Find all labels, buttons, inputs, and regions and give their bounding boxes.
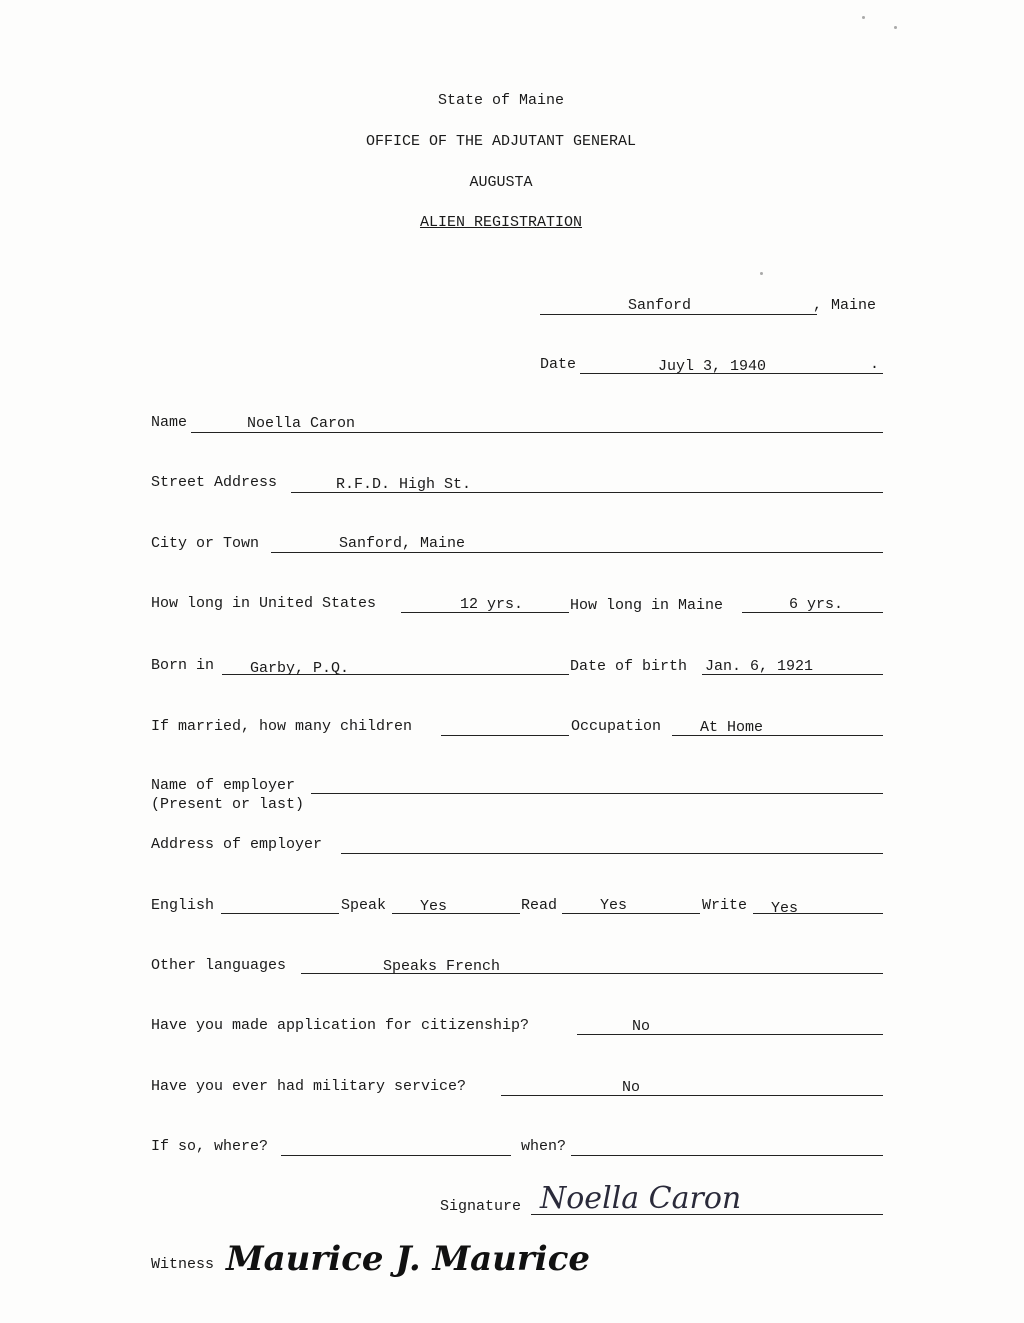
where-line xyxy=(281,1155,511,1156)
signature-value: Noella Caron xyxy=(540,1181,742,1216)
name-value: Noella Caron xyxy=(247,415,356,432)
military-value: No xyxy=(622,1079,641,1096)
us-duration-value: 12 yrs. xyxy=(460,596,524,613)
witness-label: Witness xyxy=(151,1256,215,1273)
citizenship-label: Have you made application for citizenship? xyxy=(151,1017,530,1034)
when-line xyxy=(571,1155,883,1156)
signature-label: Signature xyxy=(440,1198,522,1215)
office-heading: OFFICE OF THE ADJUTANT GENERAL xyxy=(365,133,637,150)
english-line xyxy=(221,913,339,914)
citizenship-line xyxy=(577,1034,883,1035)
born-in-label: Born in xyxy=(151,657,215,674)
location-state: , Maine xyxy=(813,297,877,314)
state-heading: State of Maine xyxy=(437,92,565,109)
witness-signature: Maurice J. Maurice xyxy=(226,1239,591,1279)
when-label: when? xyxy=(521,1138,567,1155)
military-line xyxy=(501,1095,883,1096)
citizenship-value: No xyxy=(632,1018,651,1035)
maine-duration-label: How long in Maine xyxy=(570,597,724,614)
us-duration-label: How long in United States xyxy=(151,595,377,612)
read-line xyxy=(562,913,700,914)
employer-label: Name of employer xyxy=(151,777,296,794)
date-label: Date xyxy=(540,356,577,373)
military-label: Have you ever had military service? xyxy=(151,1078,467,1095)
english-label: English xyxy=(151,897,215,914)
scan-speck xyxy=(760,272,763,275)
maine-duration-value: 6 yrs. xyxy=(789,596,844,613)
city-label: City or Town xyxy=(151,535,260,552)
employer-sublabel: (Present or last) xyxy=(151,796,305,813)
write-value: Yes xyxy=(771,900,799,917)
occupation-label: Occupation xyxy=(571,718,662,735)
scan-speck xyxy=(894,26,897,29)
birth-date-label: Date of birth xyxy=(570,658,688,675)
children-label: If married, how many children xyxy=(151,718,413,735)
born-in-value: Garby, P.Q. xyxy=(250,660,350,677)
where-label: If so, where? xyxy=(151,1138,269,1155)
read-label: Read xyxy=(521,897,558,914)
employer-line xyxy=(311,793,883,794)
city-value: Sanford, Maine xyxy=(339,535,466,552)
occupation-value: At Home xyxy=(700,719,764,736)
birth-date-value: Jan. 6, 1921 xyxy=(705,658,814,675)
date-value: Juyl 3, 1940 xyxy=(658,358,767,375)
speak-line xyxy=(392,913,520,914)
form-title: ALIEN REGISTRATION xyxy=(419,214,583,231)
speak-label: Speak xyxy=(341,897,387,914)
scan-speck xyxy=(862,16,865,19)
street-value: R.F.D. High St. xyxy=(336,476,472,493)
other-languages-value: Speaks French xyxy=(383,958,501,975)
read-value: Yes xyxy=(600,897,628,914)
city-heading: AUGUSTA xyxy=(469,174,533,191)
employer-address-line xyxy=(341,853,883,854)
employer-address-label: Address of employer xyxy=(151,836,323,853)
other-languages-label: Other languages xyxy=(151,957,287,974)
write-label: Write xyxy=(702,897,748,914)
name-label: Name xyxy=(151,414,188,431)
children-line xyxy=(441,735,569,736)
date-period: . xyxy=(870,356,880,373)
location-town: Sanford xyxy=(628,297,692,314)
street-label: Street Address xyxy=(151,474,278,491)
speak-value: Yes xyxy=(420,898,448,915)
